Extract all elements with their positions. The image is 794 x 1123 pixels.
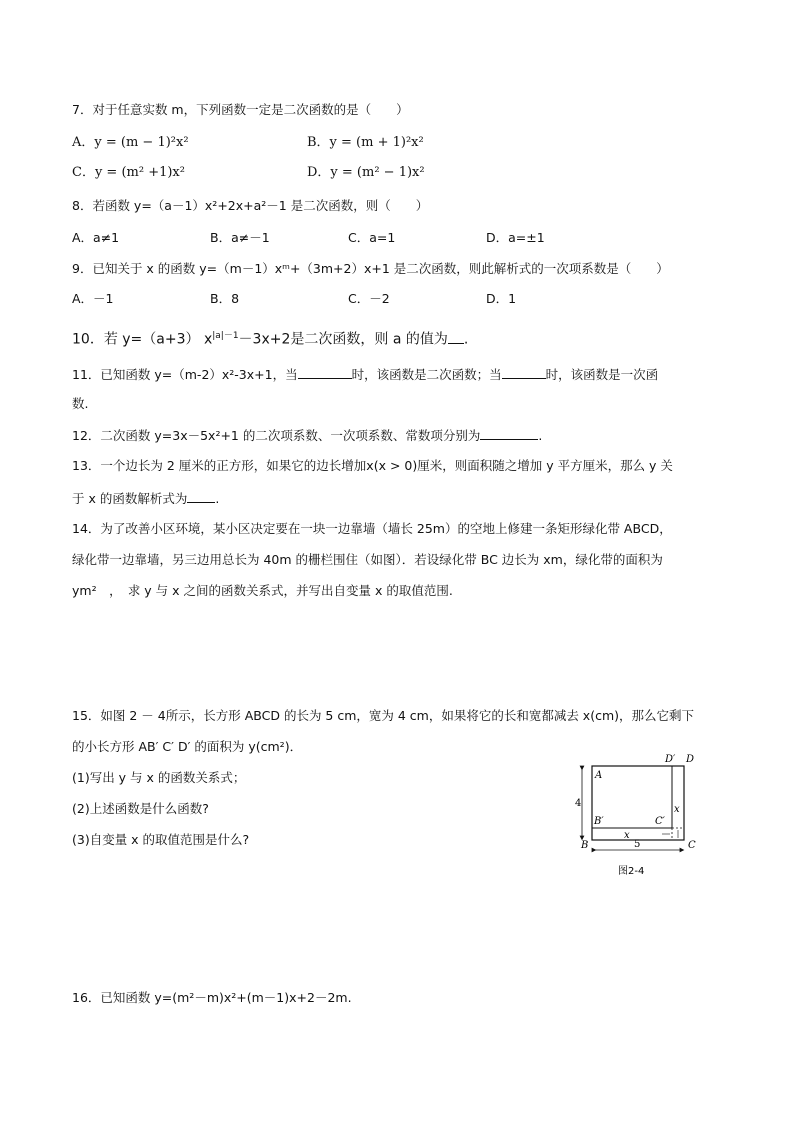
rectangle-diagram: [572, 750, 712, 878]
label-a: A: [595, 770, 603, 781]
q8-option-a: A．a≠1: [72, 230, 120, 245]
q9-option-c: C．－2: [348, 291, 390, 306]
label-c: C: [688, 840, 696, 851]
q7-option-d: D．y = (m² − 1)x²: [307, 165, 425, 180]
q15-line1: 15．如图 2 － 4所示，长方形 ABCD 的长为 5 cm，宽为 4 cm，如果将它的长和宽都减去 x(cm)，那么它剩下: [72, 708, 695, 723]
q10-part2: －3x+2是二次函数，则 a 的值为: [238, 331, 448, 348]
q10-answer-blank[interactable]: [448, 329, 464, 344]
q14-line3: ym² ， 求 y 与 x 之间的函数关系式，并写出自变量 x 的取值范围.: [72, 583, 453, 598]
q13-part1: 于 x 的函数解析式为: [72, 491, 188, 506]
q13-blank[interactable]: [187, 488, 215, 503]
q15-sub2: (2)上述函数是什么函数?: [72, 801, 209, 816]
q15-sub3: (3)自变量 x 的取值范围是什么?: [72, 832, 250, 847]
q8-option-c: C．a=1: [348, 230, 396, 245]
label-d: D: [686, 754, 695, 765]
q10-line: [72, 326, 468, 350]
q9-option-a: A．－1: [72, 291, 114, 306]
q7-stem: 7．对于任意实数 m，下列函数一定是二次函数的是（ ）: [72, 102, 409, 117]
label-5: 5: [634, 839, 641, 850]
q7-option-c: C．y = (m² +1)x²: [72, 165, 185, 180]
q11-part2: 时，该函数是二次函数；当: [351, 367, 502, 382]
label-x-bottom: x: [624, 830, 630, 841]
q8-option-d: D．a=±1: [486, 230, 545, 245]
q10-part1: 10．若 y=（a+3） x: [72, 331, 213, 348]
label-4: 4: [575, 798, 582, 809]
label-x-right: x: [674, 804, 680, 815]
outer-rectangle: [592, 766, 684, 840]
q8-stem: 8．若函数 y=（a－1）x²+2x+a²－1 是二次函数，则（ ）: [72, 198, 429, 213]
q10-end: .: [463, 331, 469, 348]
q12-blank[interactable]: [480, 425, 538, 440]
q11-part1: 11．已知函数 y=（m-2）x²-3x+1，当: [72, 367, 298, 382]
label-b: B: [581, 840, 589, 851]
q12-line: [72, 425, 542, 446]
q10-exponent: |a|－1: [212, 331, 239, 341]
q12-part1: 12．二次函数 y=3x－5x²+1 的二次项系数、一次项系数、常数项分别为: [72, 428, 481, 443]
q15-line2: 的小长方形 AB′ C′ D′ 的面积为 y(cm²)．: [72, 739, 303, 754]
label-b-prime: B′: [594, 816, 604, 827]
q13-line2: [72, 488, 219, 509]
q13-line1: 13．一个边长为 2 厘米的正方形，如果它的边长增加x(x > 0)厘米，则面积随之增加 y 平方厘米，那么 y 关: [72, 458, 673, 473]
q7-option-b: B．y = (m + 1)²x²: [307, 135, 424, 150]
q13-end: .: [215, 491, 220, 506]
q15-sub1: (1)写出 y 与 x 的函数关系式；: [72, 770, 246, 785]
q11-line1: [72, 364, 658, 385]
q9-stem: 9．已知关于 x 的函数 y=（m－1）xᵐ+（3m+2）x+1 是二次函数，则此解析式的一次项系数是（ ）: [72, 261, 669, 276]
q8-option-b: B．a≠－1: [210, 230, 270, 245]
q7-option-a: A．y = (m − 1)²x²: [72, 135, 189, 150]
q11-part3: 时，该函数是一次函: [545, 367, 659, 382]
q14-line2: 绿化带一边靠墙，另三边用总长为 40m 的栅栏围住（如图）．若设绿化带 BC 边长为 xm，绿化带的面积为: [72, 552, 663, 567]
figure-caption: 图2-4: [618, 866, 645, 877]
figure-2-4: [572, 750, 712, 878]
label-c-prime: C′: [655, 816, 665, 827]
q11-blank-2[interactable]: [502, 364, 546, 379]
q14-line1: 14．为了改善小区环境，某小区决定要在一块一边靠墙（墙长 25m）的空地上修建一条矩形绿化带 ABCD，: [72, 521, 672, 536]
q11-line2: 数.: [72, 396, 89, 411]
q12-end: .: [538, 428, 543, 443]
q11-blank-1[interactable]: [298, 364, 352, 379]
q9-option-d: D．1: [486, 291, 517, 306]
q16-line1: 16．已知函数 y=(m²－m)x²+(m－1)x+2－2m.: [72, 990, 352, 1005]
q9-option-b: B．8: [210, 291, 240, 306]
label-d-prime: D′: [665, 754, 676, 765]
